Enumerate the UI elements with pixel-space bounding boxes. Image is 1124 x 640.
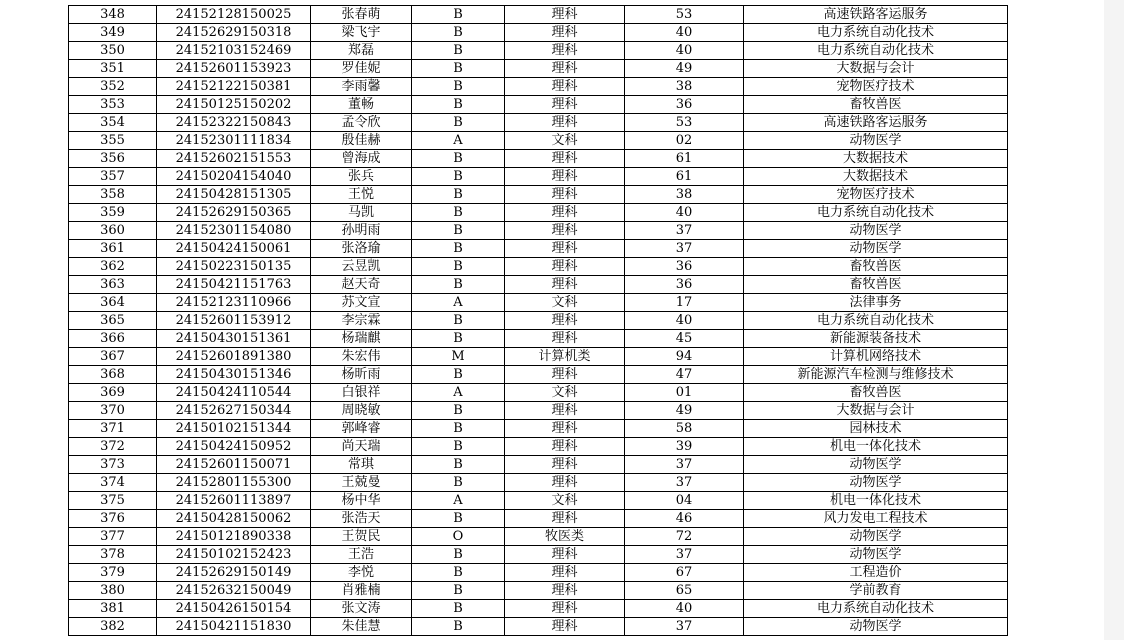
table-row (69, 456, 1008, 474)
student-name-cell: 王兢曼 (311, 474, 412, 492)
row-number-cell: 380 (69, 582, 157, 600)
major-code-cell: 53 (625, 6, 744, 24)
table-row (69, 132, 1008, 150)
exam-number-cell: 24152601891380 (157, 348, 311, 366)
student-name-cell: 王浩 (311, 546, 412, 564)
row-number-cell: 374 (69, 474, 157, 492)
exam-number-cell: 24150102152423 (157, 546, 311, 564)
exam-number-cell: 24150430151346 (157, 366, 311, 384)
category-code-cell: A (412, 132, 505, 150)
row-number-cell: 376 (69, 510, 157, 528)
major-name-cell: 工程造价 (744, 564, 1008, 582)
table-row (69, 384, 1008, 402)
category-code-cell: B (412, 402, 505, 420)
major-name-cell: 电力系统自动化技术 (744, 42, 1008, 60)
row-number-cell: 359 (69, 204, 157, 222)
table-row (69, 276, 1008, 294)
student-name-cell: 杨中华 (311, 492, 412, 510)
student-name-cell: 常琪 (311, 456, 412, 474)
category-code-cell: B (412, 78, 505, 96)
category-code-cell: A (412, 294, 505, 312)
subject-type-cell: 理科 (505, 600, 625, 618)
student-name-cell: 杨昕雨 (311, 366, 412, 384)
exam-number-cell: 24152632150049 (157, 582, 311, 600)
major-name-cell: 畜牧兽医 (744, 258, 1008, 276)
subject-type-cell: 文科 (505, 384, 625, 402)
major-name-cell: 动物医学 (744, 528, 1008, 546)
subject-type-cell: 理科 (505, 366, 625, 384)
table-row (69, 402, 1008, 420)
major-code-cell: 94 (625, 348, 744, 366)
exam-number-cell: 24150424150952 (157, 438, 311, 456)
exam-number-cell: 24152629150318 (157, 24, 311, 42)
major-name-cell: 风力发电工程技术 (744, 510, 1008, 528)
major-name-cell: 园林技术 (744, 420, 1008, 438)
subject-type-cell: 理科 (505, 564, 625, 582)
major-code-cell: 45 (625, 330, 744, 348)
major-name-cell: 大数据技术 (744, 168, 1008, 186)
subject-type-cell: 理科 (505, 510, 625, 528)
major-code-cell: 37 (625, 618, 744, 636)
major-code-cell: 58 (625, 420, 744, 438)
student-name-cell: 李悦 (311, 564, 412, 582)
major-name-cell: 动物医学 (744, 132, 1008, 150)
subject-type-cell: 理科 (505, 78, 625, 96)
student-name-cell: 白银祥 (311, 384, 412, 402)
category-code-cell: B (412, 186, 505, 204)
table-row (69, 24, 1008, 42)
exam-number-cell: 24150430151361 (157, 330, 311, 348)
exam-number-cell: 24152322150843 (157, 114, 311, 132)
student-name-cell: 张洛瑜 (311, 240, 412, 258)
student-name-cell: 张文涛 (311, 600, 412, 618)
subject-type-cell: 理科 (505, 222, 625, 240)
major-name-cell: 动物医学 (744, 240, 1008, 258)
student-name-cell: 周晓敏 (311, 402, 412, 420)
category-code-cell: A (412, 384, 505, 402)
student-name-cell: 孟令欣 (311, 114, 412, 132)
category-code-cell: B (412, 600, 505, 618)
student-name-cell: 梁飞宇 (311, 24, 412, 42)
category-code-cell: O (412, 528, 505, 546)
row-number-cell: 381 (69, 600, 157, 618)
table-row (69, 366, 1008, 384)
exam-number-cell: 24152122150381 (157, 78, 311, 96)
student-name-cell: 殷佳赫 (311, 132, 412, 150)
exam-number-cell: 24150125150202 (157, 96, 311, 114)
student-name-cell: 云昱凯 (311, 258, 412, 276)
subject-type-cell: 理科 (505, 312, 625, 330)
row-number-cell: 370 (69, 402, 157, 420)
row-number-cell: 349 (69, 24, 157, 42)
subject-type-cell: 理科 (505, 402, 625, 420)
subject-type-cell: 理科 (505, 420, 625, 438)
row-number-cell: 363 (69, 276, 157, 294)
major-name-cell: 大数据与会计 (744, 402, 1008, 420)
table-row (69, 60, 1008, 78)
subject-type-cell: 计算机类 (505, 348, 625, 366)
major-code-cell: 72 (625, 528, 744, 546)
category-code-cell: B (412, 546, 505, 564)
student-name-cell: 罗佳妮 (311, 60, 412, 78)
subject-type-cell: 理科 (505, 330, 625, 348)
category-code-cell: B (412, 330, 505, 348)
major-name-cell: 畜牧兽医 (744, 276, 1008, 294)
exam-number-cell: 24152629150365 (157, 204, 311, 222)
exam-number-cell: 24150424110544 (157, 384, 311, 402)
student-name-cell: 郑磊 (311, 42, 412, 60)
student-name-cell: 李雨馨 (311, 78, 412, 96)
subject-type-cell: 理科 (505, 6, 625, 24)
major-code-cell: 17 (625, 294, 744, 312)
major-name-cell: 动物医学 (744, 618, 1008, 636)
exam-number-cell: 24150428151305 (157, 186, 311, 204)
exam-number-cell: 24152601150071 (157, 456, 311, 474)
major-name-cell: 电力系统自动化技术 (744, 24, 1008, 42)
subject-type-cell: 理科 (505, 456, 625, 474)
table-row (69, 492, 1008, 510)
student-name-cell: 孙明雨 (311, 222, 412, 240)
row-number-cell: 365 (69, 312, 157, 330)
category-code-cell: A (412, 492, 505, 510)
student-name-cell: 郭峰睿 (311, 420, 412, 438)
exam-number-cell: 24152103152469 (157, 42, 311, 60)
table-row (69, 438, 1008, 456)
exam-number-cell: 24152602151553 (157, 150, 311, 168)
exam-number-cell: 24152801155300 (157, 474, 311, 492)
category-code-cell: B (412, 150, 505, 168)
major-code-cell: 49 (625, 60, 744, 78)
major-name-cell: 宠物医疗技术 (744, 186, 1008, 204)
vertical-scrollbar[interactable] (1104, 0, 1124, 640)
student-name-cell: 曾海成 (311, 150, 412, 168)
table-row (69, 420, 1008, 438)
exam-number-cell: 24150204154040 (157, 168, 311, 186)
student-name-cell: 马凯 (311, 204, 412, 222)
table-row (69, 258, 1008, 276)
student-name-cell: 朱佳慧 (311, 618, 412, 636)
major-code-cell: 36 (625, 258, 744, 276)
major-code-cell: 40 (625, 204, 744, 222)
table-row (69, 78, 1008, 96)
roster-body (69, 6, 1008, 636)
subject-type-cell: 理科 (505, 474, 625, 492)
table-row (69, 6, 1008, 24)
major-code-cell: 02 (625, 132, 744, 150)
row-number-cell: 348 (69, 6, 157, 24)
subject-type-cell: 理科 (505, 150, 625, 168)
major-code-cell: 38 (625, 186, 744, 204)
subject-type-cell: 理科 (505, 276, 625, 294)
subject-type-cell: 理科 (505, 24, 625, 42)
category-code-cell: B (412, 420, 505, 438)
category-code-cell: B (412, 6, 505, 24)
subject-type-cell: 理科 (505, 186, 625, 204)
student-name-cell: 苏文宣 (311, 294, 412, 312)
major-name-cell: 动物医学 (744, 474, 1008, 492)
major-name-cell: 大数据与会计 (744, 60, 1008, 78)
category-code-cell: B (412, 564, 505, 582)
student-name-cell: 赵天奇 (311, 276, 412, 294)
table-row (69, 96, 1008, 114)
major-code-cell: 04 (625, 492, 744, 510)
major-code-cell: 38 (625, 78, 744, 96)
major-name-cell: 动物医学 (744, 456, 1008, 474)
exam-number-cell: 24152601153923 (157, 60, 311, 78)
table-row (69, 222, 1008, 240)
major-name-cell: 宠物医疗技术 (744, 78, 1008, 96)
subject-type-cell: 理科 (505, 96, 625, 114)
major-code-cell: 37 (625, 222, 744, 240)
major-code-cell: 67 (625, 564, 744, 582)
exam-number-cell: 24152601153912 (157, 312, 311, 330)
major-code-cell: 61 (625, 150, 744, 168)
table-row (69, 114, 1008, 132)
category-code-cell: B (412, 456, 505, 474)
major-name-cell: 学前教育 (744, 582, 1008, 600)
category-code-cell: B (412, 510, 505, 528)
table-row (69, 294, 1008, 312)
major-code-cell: 40 (625, 312, 744, 330)
table-row (69, 330, 1008, 348)
subject-type-cell: 理科 (505, 240, 625, 258)
major-code-cell: 37 (625, 240, 744, 258)
student-name-cell: 王悦 (311, 186, 412, 204)
major-name-cell: 计算机网络技术 (744, 348, 1008, 366)
major-name-cell: 畜牧兽医 (744, 96, 1008, 114)
row-number-cell: 368 (69, 366, 157, 384)
major-name-cell: 动物医学 (744, 546, 1008, 564)
exam-number-cell: 24150424150061 (157, 240, 311, 258)
major-code-cell: 46 (625, 510, 744, 528)
row-number-cell: 382 (69, 618, 157, 636)
major-name-cell: 高速铁路客运服务 (744, 114, 1008, 132)
table-row (69, 348, 1008, 366)
major-code-cell: 37 (625, 546, 744, 564)
category-code-cell: B (412, 438, 505, 456)
major-code-cell: 39 (625, 438, 744, 456)
major-name-cell: 新能源汽车检测与维修技术 (744, 366, 1008, 384)
exam-number-cell: 24150428150062 (157, 510, 311, 528)
subject-type-cell: 理科 (505, 60, 625, 78)
student-name-cell: 董畅 (311, 96, 412, 114)
category-code-cell: B (412, 474, 505, 492)
exam-number-cell: 24152301154080 (157, 222, 311, 240)
table-row (69, 582, 1008, 600)
major-name-cell: 动物医学 (744, 222, 1008, 240)
category-code-cell: B (412, 24, 505, 42)
student-name-cell: 朱宏伟 (311, 348, 412, 366)
student-name-cell: 张春萌 (311, 6, 412, 24)
category-code-cell: B (412, 618, 505, 636)
major-name-cell: 畜牧兽医 (744, 384, 1008, 402)
category-code-cell: M (412, 348, 505, 366)
table-row (69, 312, 1008, 330)
major-code-cell: 37 (625, 456, 744, 474)
row-number-cell: 352 (69, 78, 157, 96)
row-number-cell: 356 (69, 150, 157, 168)
exam-number-cell: 24152128150025 (157, 6, 311, 24)
row-number-cell: 357 (69, 168, 157, 186)
category-code-cell: B (412, 258, 505, 276)
exam-number-cell: 24150102151344 (157, 420, 311, 438)
row-number-cell: 377 (69, 528, 157, 546)
exam-number-cell: 24152601113897 (157, 492, 311, 510)
major-code-cell: 40 (625, 24, 744, 42)
category-code-cell: B (412, 276, 505, 294)
table-row (69, 168, 1008, 186)
subject-type-cell: 理科 (505, 546, 625, 564)
major-code-cell: 36 (625, 96, 744, 114)
major-name-cell: 机电一体化技术 (744, 438, 1008, 456)
subject-type-cell: 文科 (505, 132, 625, 150)
row-number-cell: 360 (69, 222, 157, 240)
major-code-cell: 49 (625, 402, 744, 420)
major-code-cell: 40 (625, 600, 744, 618)
table-row (69, 528, 1008, 546)
table-row (69, 204, 1008, 222)
table-row (69, 564, 1008, 582)
exam-number-cell: 24150426150154 (157, 600, 311, 618)
major-name-cell: 电力系统自动化技术 (744, 204, 1008, 222)
major-name-cell: 高速铁路客运服务 (744, 6, 1008, 24)
major-code-cell: 61 (625, 168, 744, 186)
major-name-cell: 电力系统自动化技术 (744, 312, 1008, 330)
category-code-cell: B (412, 240, 505, 258)
row-number-cell: 375 (69, 492, 157, 510)
category-code-cell: B (412, 42, 505, 60)
student-name-cell: 王贺民 (311, 528, 412, 546)
major-code-cell: 36 (625, 276, 744, 294)
subject-type-cell: 理科 (505, 42, 625, 60)
row-number-cell: 358 (69, 186, 157, 204)
exam-number-cell: 24150421151763 (157, 276, 311, 294)
major-name-cell: 大数据技术 (744, 150, 1008, 168)
row-number-cell: 367 (69, 348, 157, 366)
exam-number-cell: 24152123110966 (157, 294, 311, 312)
table-row (69, 618, 1008, 636)
subject-type-cell: 牧医类 (505, 528, 625, 546)
row-number-cell: 379 (69, 564, 157, 582)
student-name-cell: 杨瑞麒 (311, 330, 412, 348)
table-row (69, 150, 1008, 168)
row-number-cell: 371 (69, 420, 157, 438)
category-code-cell: B (412, 204, 505, 222)
exam-number-cell: 24152629150149 (157, 564, 311, 582)
table-row (69, 600, 1008, 618)
exam-number-cell: 24150121890338 (157, 528, 311, 546)
row-number-cell: 351 (69, 60, 157, 78)
subject-type-cell: 理科 (505, 204, 625, 222)
row-number-cell: 354 (69, 114, 157, 132)
major-code-cell: 37 (625, 474, 744, 492)
major-name-cell: 新能源装备技术 (744, 330, 1008, 348)
major-code-cell: 65 (625, 582, 744, 600)
student-name-cell: 张兵 (311, 168, 412, 186)
student-name-cell: 张浩天 (311, 510, 412, 528)
subject-type-cell: 文科 (505, 492, 625, 510)
subject-type-cell: 理科 (505, 114, 625, 132)
student-name-cell: 肖雅楠 (311, 582, 412, 600)
row-number-cell: 355 (69, 132, 157, 150)
major-code-cell: 53 (625, 114, 744, 132)
subject-type-cell: 理科 (505, 618, 625, 636)
major-name-cell: 机电一体化技术 (744, 492, 1008, 510)
row-number-cell: 369 (69, 384, 157, 402)
category-code-cell: B (412, 222, 505, 240)
row-number-cell: 353 (69, 96, 157, 114)
category-code-cell: B (412, 366, 505, 384)
table-row (69, 510, 1008, 528)
row-number-cell: 366 (69, 330, 157, 348)
admission-roster-table (68, 5, 1008, 636)
row-number-cell: 372 (69, 438, 157, 456)
subject-type-cell: 理科 (505, 258, 625, 276)
subject-type-cell: 理科 (505, 438, 625, 456)
row-number-cell: 350 (69, 42, 157, 60)
exam-number-cell: 24150223150135 (157, 258, 311, 276)
table-row (69, 474, 1008, 492)
major-code-cell: 01 (625, 384, 744, 402)
category-code-cell: B (412, 312, 505, 330)
row-number-cell: 378 (69, 546, 157, 564)
exam-number-cell: 24152627150344 (157, 402, 311, 420)
major-code-cell: 40 (625, 42, 744, 60)
exam-number-cell: 24152301111834 (157, 132, 311, 150)
row-number-cell: 361 (69, 240, 157, 258)
subject-type-cell: 理科 (505, 582, 625, 600)
category-code-cell: B (412, 114, 505, 132)
category-code-cell: B (412, 582, 505, 600)
category-code-cell: B (412, 60, 505, 78)
category-code-cell: B (412, 96, 505, 114)
major-name-cell: 法律事务 (744, 294, 1008, 312)
table-row (69, 42, 1008, 60)
major-name-cell: 电力系统自动化技术 (744, 600, 1008, 618)
subject-type-cell: 文科 (505, 294, 625, 312)
exam-number-cell: 24150421151830 (157, 618, 311, 636)
row-number-cell: 364 (69, 294, 157, 312)
table-row (69, 186, 1008, 204)
category-code-cell: B (412, 168, 505, 186)
row-number-cell: 362 (69, 258, 157, 276)
table-row (69, 546, 1008, 564)
row-number-cell: 373 (69, 456, 157, 474)
major-code-cell: 47 (625, 366, 744, 384)
student-name-cell: 李宗霖 (311, 312, 412, 330)
table-row (69, 240, 1008, 258)
student-name-cell: 尚天瑞 (311, 438, 412, 456)
subject-type-cell: 理科 (505, 168, 625, 186)
